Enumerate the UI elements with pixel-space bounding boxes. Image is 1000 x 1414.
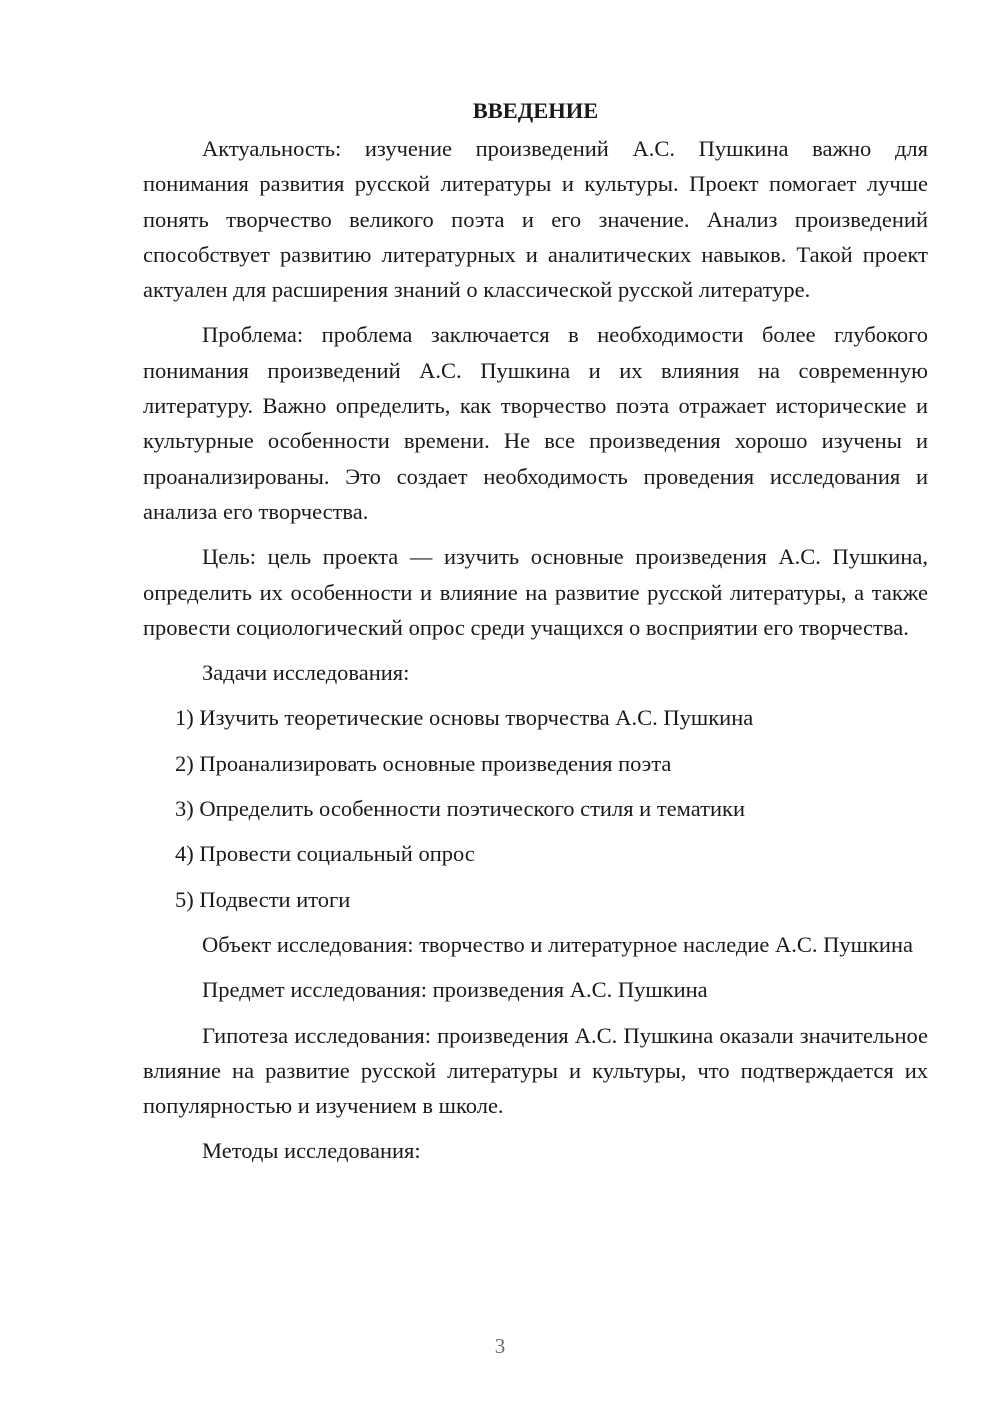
paragraph-methods-heading: Методы исследования: <box>202 1138 421 1164</box>
paragraph-problem: Проблема: проблема заключается в необходимости более глубокого понимания произведений А.С. Пушкина и их влияния на современную литературу. Важно определить, как творчество поэта отражает исторические и культурные особенности времени. Не все произведения хорошо изучены и проанализированы. Это создает необходимость проведения исследования и анализа его творчества. <box>143 322 928 524</box>
paragraph-goal: Цель: цель проекта — изучить основные произведения А.С. Пушкина, определить их особенности и влияние на развитие русской литературы, а также провести социологический опрос среди учащихся о восприятии его творчества. <box>143 544 928 640</box>
list-item: 1) Изучить теоретические основы творчества А.С. Пушкина <box>175 705 754 731</box>
paragraph-object: Объект исследования: творчество и литературное наследие А.С. Пушкина <box>202 931 913 957</box>
document-page <box>143 95 928 1179</box>
paragraph-tasks-heading: Задачи исследования: <box>202 660 410 686</box>
list-item: 4) Провести социальный опрос <box>175 841 475 867</box>
paragraph-hypothesis: Гипотеза исследования: произведения А.С. Пушкина оказали значительное влияние на развитие русской литературы и культуры, что подтверждается их популярностью и изучением в школе. <box>143 1022 928 1119</box>
list-item: 5) Подвести итоги <box>175 886 351 912</box>
list-item: 3) Определить особенности поэтического стиля и тематики <box>175 796 745 822</box>
tasks-list <box>143 700 928 916</box>
list-item: 2) Проанализировать основные произведения поэта <box>175 750 672 776</box>
page-number: 3 <box>494 1334 506 1358</box>
section-title: ВВЕДЕНИЕ <box>472 98 599 123</box>
paragraph-relevance: Актуальность: изучение произведений А.С. Пушкина важно для понимания развития русской литературы и культуры. Проект помогает лучше понять творчество великого поэта и его значение. Анализ произведений способствует развитию литературных и аналитических навыков. Такой проект актуален для расширения знаний о классической русской литературе. <box>143 136 928 303</box>
paragraph-subject: Предмет исследования: произведения А.С. Пушкина <box>202 977 708 1003</box>
